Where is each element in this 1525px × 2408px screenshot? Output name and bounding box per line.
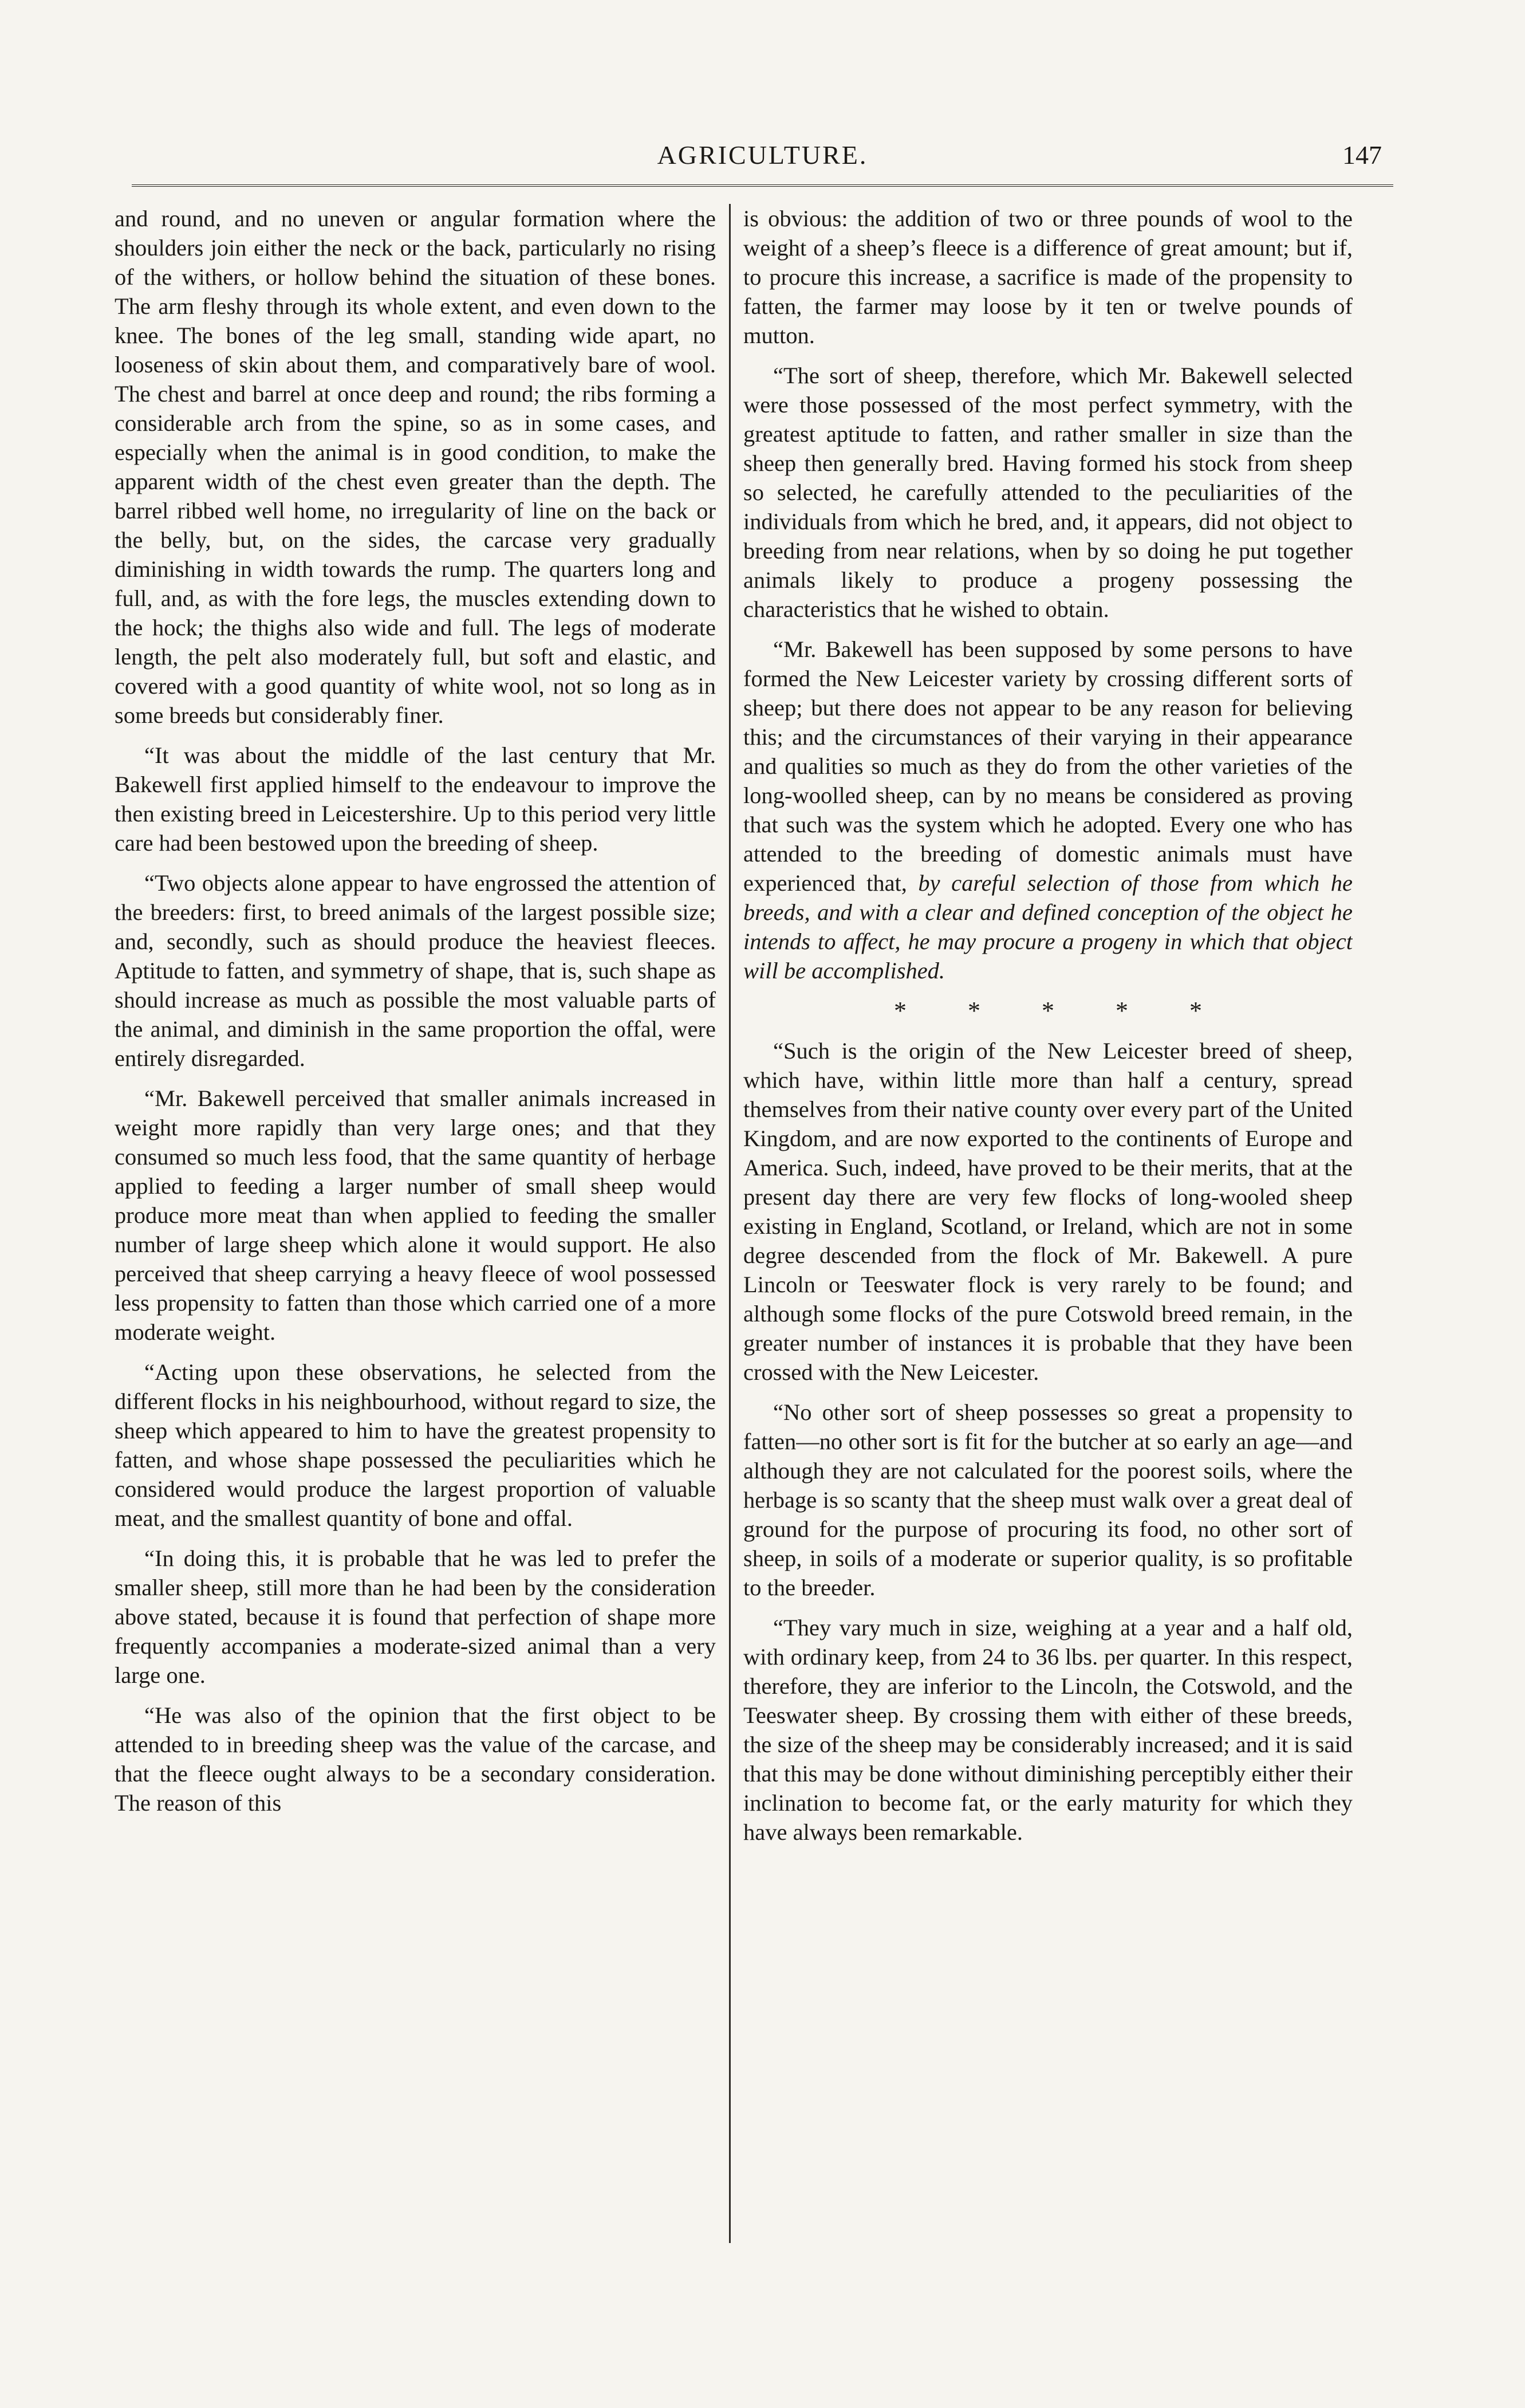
- paragraph: [743, 635, 1353, 985]
- right-column: [743, 204, 1353, 2243]
- paragraph: “Mr. Bakewell perceived that smaller animals increased in weight more rapidly than very large ones; and that they consumed so much less food, that the same quantity of herbage applied to feeding a larger number of small sheep would produce more meat than when applied to feeding the smaller number of large sheep which alone it would support. He also perceived that sheep carrying a heavy fleece of wool possessed less propensity to fatten than those which carried one of a more moderate weight.: [115, 1085, 716, 1345]
- running-head: AGRICULTURE.: [657, 140, 868, 170]
- paragraph-text: “Mr. Bakewell has been supposed by some persons to have formed the New Leicester variety by crossing different sorts of sheep; but there does not appear to be any reason for believing this; and the circumstances of their varying in their appearance and qualities so much as they do from the other varieties of the long-woolled sheep, can by no means be considered as proving that such was the system which he adopted. Every one who has attended to the breeding of domestic animals must have experienced that,: [743, 636, 1353, 896]
- header-rule: [132, 184, 1393, 187]
- paragraph: “Such is the origin of the New Leicester breed of sheep, which have, within little more than half a century, spread themselves from their native county over every part of the United Kingdom, and are now exported to the continents of Europe and America. Such, indeed, have proved to be their merits, that at the present day there are very few flocks of long-wooled sheep existing in England, Scotland, or Ireland, which are not in some degree descended from the flock of Mr. Bakewell. A pure Lincoln or Teeswater flock is very rarely to be found; and although some flocks of the pure Cotswold breed remain, in the greater number of instances it is probable that they have been crossed with the New Leicester.: [743, 1038, 1353, 1385]
- paragraph: is obvious: the addition of two or three pounds of wool to the weight of a sheep’s fleece is a difference of great amount; but if, to procure this increase, a sacrifice is made of the propensity to fatten, the farmer may loose by it ten or twelve pounds of mutton.: [743, 206, 1353, 348]
- paragraph: “They vary much in size, weighing at a year and a half old, with ordinary keep, from 24 to 36 lbs. per quarter. In this respect, therefore, they are inferior to the Lincoln, the Cotswold, and the Teeswater sheep. By crossing them with either of these breeds, the size of the sheep may be considerably increased; and it is said that this may be done without diminishing perceptibly either their inclination to become fat, or the early maturity for which they have always been remarkable.: [743, 1615, 1353, 1845]
- section-break-stars: * * * * *: [894, 997, 1202, 1025]
- paragraph: “The sort of sheep, therefore, which Mr. Bakewell selected were those possessed of the most perfect symmetry, with the greatest aptitude to fatten, and rather smaller in size than the sheep then generally bred. Having formed his stock from sheep so selected, he carefully attended to the peculiarities of the individuals from which he bred, and, it appears, did not object to breeding from near relations, when by so doing he put together animals likely to produce a progeny possessing the characteristics that he wished to obtain.: [743, 363, 1353, 622]
- column-divider: [729, 204, 731, 2243]
- page-number: 147: [1342, 140, 1382, 170]
- paragraph: “It was about the middle of the last century that Mr. Bakewell first applied himself to the endeavour to improve the then existing breed in Leicestershire. Up to this period very little care had been bestowed upon the breeding of sheep.: [115, 742, 716, 856]
- paragraph: and round, and no uneven or angular formation where the shoulders join either the neck or the back, particularly no rising of the withers, or hollow behind the situation of these bones. The arm fleshy through its whole extent, and even down to the knee. The bones of the leg small, standing wide apart, no looseness of skin about them, and comparatively bare of wool. The chest and barrel at once deep and round; the ribs forming a considerable arch from the spine, so as in some cases, and especially when the animal is in good condition, to make the apparent width of the chest even greater than the depth. The barrel ribbed well home, no irregularity of line on the back or the belly, but, on the sides, the carcase very gradually diminishing in width towards the rump. The quarters long and full, and, as with the fore legs, the muscles extending down to the hock; the thighs also wide and full. The legs of moderate length, the pelt also moderately full, but soft and elastic, and covered with a good quantity of white wool, not so long as in some breeds but considerably finer.: [115, 206, 716, 728]
- italic-quote: by careful selection of those from which he breeds, and with a clear and defined conception of the object he intends to affect, he may procure a progeny in which that object will be accomplished.: [743, 870, 1353, 983]
- paragraph: “Acting upon these observations, he selected from the different flocks in his neighbourhood, without regard to size, the sheep which appeared to him to have the greatest propensity to fatten, and whose shape possessed the peculiarities which he considered would produce the largest proportion of valuable meat, and the smallest quantity of bone and offal.: [115, 1359, 716, 1531]
- paragraph: “In doing this, it is probable that he was led to prefer the smaller sheep, still more than he had been by the consideration above stated, because it is found that perfection of shape more frequently accompanies a moderate-sized animal than a very large one.: [115, 1545, 716, 1688]
- paragraph: “No other sort of sheep possesses so great a propensity to fatten—no other sort is fit for the butcher at so early an age—and although they are not calculated for the poorest soils, where the herbage is so scanty that the sheep must walk over a great deal of ground for the purpose of procuring its food, no other sort of sheep, in soils of a moderate or superior quality, is so profitable to the breeder.: [743, 1399, 1353, 1600]
- left-column: [115, 204, 716, 2243]
- page-header: [132, 140, 1393, 186]
- paragraph: “He was also of the opinion that the first object to be attended to in breeding sheep was the value of the carcase, and that the fleece ought always to be a secondary consideration. The reason of this: [115, 1702, 716, 1816]
- paragraph: “Two objects alone appear to have engrossed the attention of the breeders: first, to breed animals of the largest possible size; and, secondly, such as should produce the heaviest fleeces. Aptitude to fatten, and symmetry of shape, that is, such shape as should increase as much as possible the most valuable parts of the animal, and diminish in the same proportion the offal, were entirely disregarded.: [115, 870, 716, 1071]
